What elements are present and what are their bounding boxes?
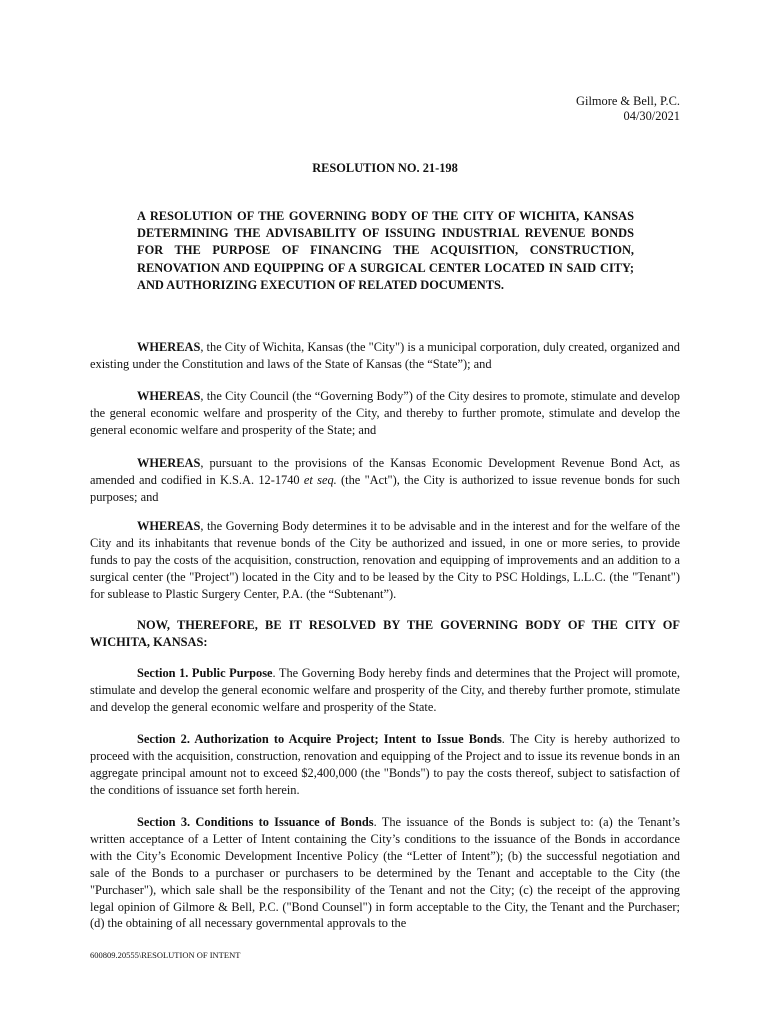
header-block — [576, 94, 680, 124]
resolution-title: A RESOLUTION OF THE GOVERNING BODY OF THE CITY OF WICHITA, KANSAS DETERMINING THE ADVISABILITY OF ISSUING INDUSTRIAL REVENUE BONDS FOR THE PURPOSE OF FINANCING THE ACQUISITION, CONSTRUCTION, RENOVATION AND EQUIPPING OF A SURGICAL CENTER LOCATED IN SAID CITY; AND AUTHORIZING EXECUTION OF RELATED DOCUMENTS. — [137, 209, 634, 292]
whereas-lead: WHEREAS — [137, 519, 201, 533]
resolved-clause: NOW, THEREFORE, BE IT RESOLVED BY THE GOVERNING BODY OF THE CITY OF WICHITA, KANSAS: — [90, 618, 680, 649]
resolution-number: RESOLUTION NO. 21-198 — [312, 161, 458, 175]
section-heading: Section 3. Conditions to Issuance of Bonds — [137, 815, 374, 829]
document-footer: 600809.20555\RESOLUTION OF INTENT — [90, 950, 241, 960]
document-date: 04/30/2021 — [623, 109, 680, 123]
section-1 — [90, 665, 680, 716]
whereas-text: , the City of Wichita, Kansas (the "City") is a municipal corporation, duly created, organized and existing under the Constitution and laws of the State of Kansas (the “State”); and — [90, 340, 680, 371]
whereas-clause — [90, 339, 680, 373]
whereas-lead: WHEREAS — [137, 389, 201, 403]
firm-name: Gilmore & Bell, P.C. — [576, 94, 680, 108]
whereas-clause — [90, 455, 680, 506]
whereas-italic: et seq. — [303, 472, 337, 487]
section-text: . The issuance of the Bonds is subject to: (a) the Tenant’s written acceptance of a Letter of Intent containing the City’s conditions to the issuance of the Bonds in accordance with the City’s Economic Development Incentive Policy (the “Letter of Intent”); (b) the successful negotiation and sale of the Bonds to a purchaser or purchasers to be determined by the Tenant and acceptable to the City (the "Purchaser"), which sale shall be the responsibility of the Tenant and not the City; (c) the receipt of the approving legal opinion of Gilmore & Bell, P.C. ("Bond Counsel") in form acceptable to the City, the Tenant and the Purchaser; (d) the obtaining of all necessary governmental approvals to the — [90, 815, 680, 931]
section-text: . The City is hereby authorized to proceed with the acquisition, construction, renovation and equipping of the Project and to issue its revenue bonds in an aggregate principal amount not to exceed $2,400,000 (the "Bonds") to pay the costs thereof, subject to satisfaction of the conditions of issuance set forth herein. — [90, 732, 680, 797]
whereas-text: , pursuant to the provisions of the Kansas Economic Development Revenue Bond Act, as amended and codified in K.S.A. 12-1740 — [90, 456, 680, 487]
whereas-text: (the "Act"), the City is authorized to issue revenue bonds for such purposes; and — [90, 472, 681, 504]
whereas-clause — [90, 388, 680, 439]
whereas-lead: WHEREAS — [137, 340, 201, 354]
section-2 — [90, 731, 680, 799]
whereas-text: , the City Council (the “Governing Body”) of the City desires to promote, stimulate and develop the general economic welfare and prosperity of the City, and thereby to further promote, stimulate and develop the general economic welfare and prosperity of the State; and — [90, 389, 680, 437]
section-heading: Section 1. Public Purpose — [137, 666, 273, 680]
whereas-lead: WHEREAS — [137, 456, 201, 470]
section-heading: Section 2. Authorization to Acquire Project; Intent to Issue Bonds — [137, 732, 502, 746]
whereas-text: , the Governing Body determines it to be advisable and in the interest and for the welfare of the City and its inhabitants that revenue bonds of the City be authorized and issued, in one or more series, to provide funds to pay the costs of the acquisition, construction, renovation and equipping of improvements and an addition to a surgical center (the "Project") located in the City and to be leased by the City to PSC Holdings, L.L.C. (the "Tenant") for sublease to Plastic Surgery Center, P.A. (the “Subtenant”). — [90, 519, 680, 601]
section-3 — [90, 814, 680, 932]
section-text: . The Governing Body hereby finds and determines that the Project will promote, stimulate and develop the general economic welfare and prosperity of the City, and thereby further promote, stimulate and develop the general economic welfare and prosperity of the State. — [90, 666, 681, 714]
whereas-clause — [90, 518, 680, 603]
